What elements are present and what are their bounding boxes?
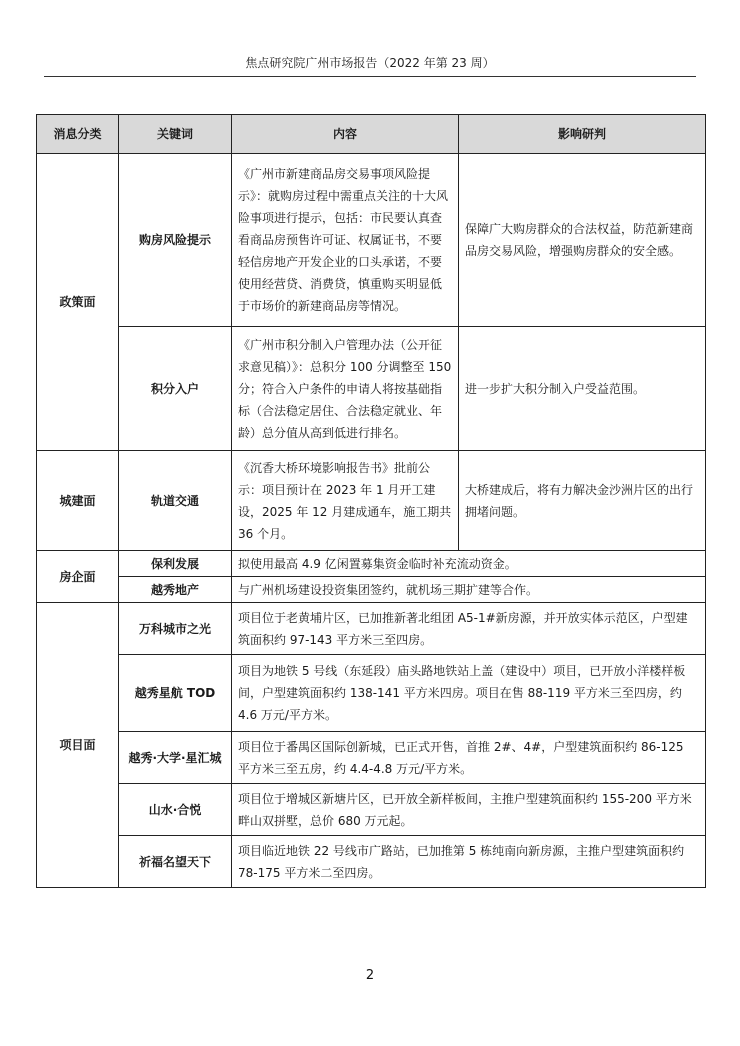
- table-row: [37, 655, 706, 732]
- content-cell: 项目位于老黄埔片区，已加推新著北组团 A5-1#新房源，并开放实体示范区，户型建筑面积约 97-143 平方米三至四房。: [232, 603, 706, 655]
- content-cell: 与广州机场建设投资集团签约，就机场三期扩建等合作。: [232, 577, 706, 603]
- table-header-row: [37, 115, 706, 154]
- column-header-impact: 影响研判: [459, 115, 706, 154]
- keyword-cell: 越秀地产: [119, 577, 232, 603]
- category-cell-policy: 政策面: [37, 154, 119, 451]
- page-header: 焦点研究院广州市场报告（2022 年第 23 周）: [245, 56, 495, 70]
- column-header-keyword: 关键词: [119, 115, 232, 154]
- category-cell-project: 项目面: [37, 603, 119, 888]
- keyword-cell: 山水·合悦: [119, 784, 232, 836]
- keyword-cell: 积分入户: [119, 327, 232, 451]
- keyword-cell: 祈福名望天下: [119, 836, 232, 888]
- keyword-cell: 购房风险提示: [119, 154, 232, 327]
- keyword-cell: 越秀星航 TOD: [119, 655, 232, 732]
- content-cell: 《沉香大桥环境影响报告书》批前公示：项目预计在 2023 年 1 月开工建设，2025 年 12 月建成通车，施工期共 36 个月。: [232, 451, 459, 551]
- impact-cell: 保障广大购房群众的合法权益，防范新建商品房交易风险，增强购房群众的安全感。: [459, 154, 706, 327]
- header-rule: [44, 76, 696, 77]
- content-cell: 项目为地铁 5 号线（东延段）庙头路地铁站上盖（建设中）项目，已开放小洋楼样板间，户型建筑面积约 138-141 平方米四房。项目在售 88-119 平方米三至四房，约 4.6 万元/平方米。: [232, 655, 706, 732]
- keyword-cell: 越秀·大学·星汇城: [119, 732, 232, 784]
- content-cell: 《广州市积分制入户管理办法（公开征求意见稿）》：总积分 100 分调整至 150 分；符合入户条件的申请人将按基础指标（合法稳定居住、合法稳定就业、年龄）总分值从高到低进行排名。: [232, 327, 459, 451]
- column-header-content: 内容: [232, 115, 459, 154]
- table-row: [37, 154, 706, 327]
- table-row: [37, 603, 706, 655]
- keyword-cell: 轨道交通: [119, 451, 232, 551]
- table-row: [37, 577, 706, 603]
- keyword-cell: 保利发展: [119, 551, 232, 577]
- table-row: [37, 836, 706, 888]
- table-row: [37, 451, 706, 551]
- page-number: 2: [365, 968, 375, 983]
- content-cell: 项目位于增城区新塘片区，已开放全新样板间，主推户型建筑面积约 155-200 平方米畔山双拼墅，总价 680 万元起。: [232, 784, 706, 836]
- table-row: [37, 327, 706, 451]
- table-row: [37, 732, 706, 784]
- content-cell: 项目临近地铁 22 号线市广路站，已加推第 5 栋纯南向新房源，主推户型建筑面积约 78-175 平方米二至四房。: [232, 836, 706, 888]
- impact-cell: 进一步扩大积分制入户受益范围。: [459, 327, 706, 451]
- column-header-category: 消息分类: [37, 115, 119, 154]
- content-cell: 《广州市新建商品房交易事项风险提示》：就购房过程中需重点关注的十大风险事项进行提示，包括：市民要认真查看商品房预售许可证、权属证书，不要轻信房地产开发企业的口头承诺，不要使用经营贷、消费贷，慎重购买明显低于市场价的新建商品房等情况。: [232, 154, 459, 327]
- table-row: [37, 551, 706, 577]
- keyword-cell: 万科城市之光: [119, 603, 232, 655]
- impact-cell: 大桥建成后，将有力解决金沙洲片区的出行拥堵问题。: [459, 451, 706, 551]
- category-cell-developer: 房企面: [37, 551, 119, 603]
- category-cell-urban: 城建面: [37, 451, 119, 551]
- table-row: [37, 784, 706, 836]
- news-table: [36, 114, 706, 888]
- content-cell: 项目位于番禺区国际创新城，已正式开售，首推 2#、4#，户型建筑面积约 86-125 平方米三至五房，约 4.4-4.8 万元/平方米。: [232, 732, 706, 784]
- content-cell: 拟使用最高 4.9 亿闲置募集资金临时补充流动资金。: [232, 551, 706, 577]
